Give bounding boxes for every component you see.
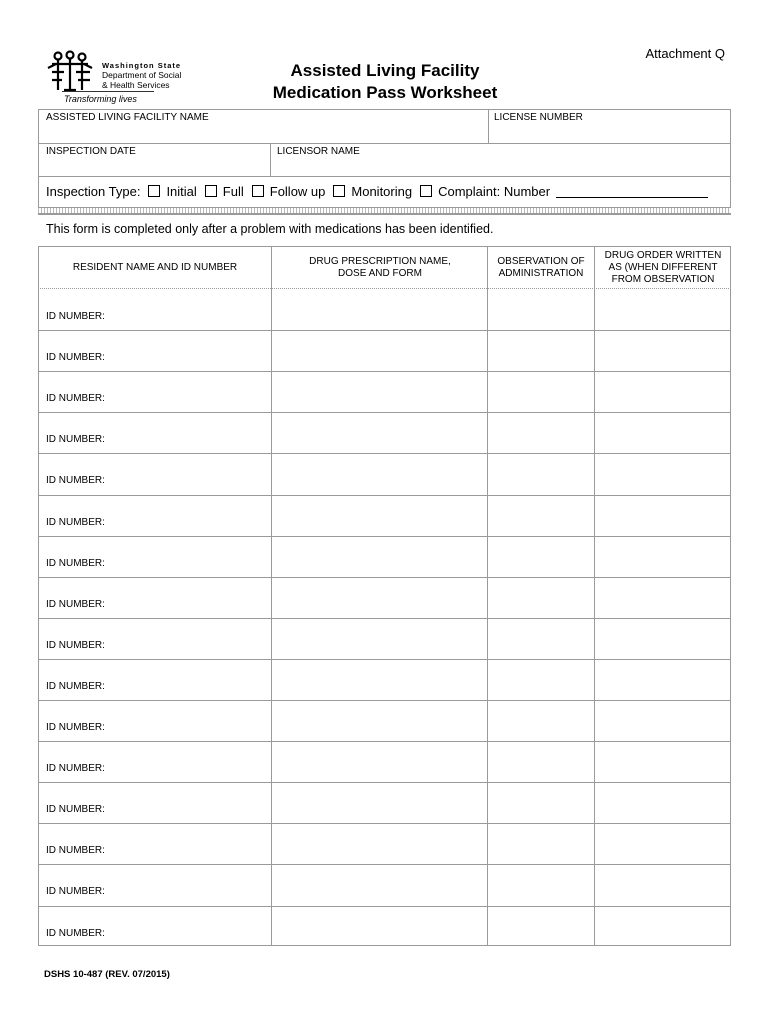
title-line-2: Medication Pass Worksheet <box>272 83 498 102</box>
table-row-id-label[interactable]: ID NUMBER: <box>46 763 105 774</box>
divider <box>270 143 271 176</box>
table-row-id-label[interactable]: ID NUMBER: <box>46 886 105 897</box>
attachment-label: Attachment Q <box>645 46 725 61</box>
inspection-type-label: Inspection Type: <box>46 184 141 199</box>
table-row-id-label[interactable]: ID NUMBER: <box>46 517 105 528</box>
table-row-divider <box>38 330 731 331</box>
table-row-id-label[interactable]: ID NUMBER: <box>46 475 105 486</box>
table-row-id-label[interactable]: ID NUMBER: <box>46 681 105 692</box>
column-divider <box>487 246 488 946</box>
facility-name-field[interactable]: ASSISTED LIVING FACILITY NAME <box>46 112 209 123</box>
initial-checkbox[interactable] <box>148 185 160 197</box>
divider <box>38 143 731 144</box>
col-header-resident: RESIDENT NAME AND ID NUMBER <box>72 262 238 273</box>
licensor-name-field[interactable]: LICENSOR NAME <box>277 146 360 157</box>
col-header-drug-name: DRUG PRESCRIPTION NAME, DOSE AND FORM <box>309 256 451 279</box>
complaint-number-label: Complaint: Number <box>438 184 551 199</box>
option-follow-up-label: Follow up <box>269 184 326 199</box>
table-row-id-label[interactable]: ID NUMBER: <box>46 558 105 569</box>
table-row-divider <box>38 371 731 372</box>
column-divider <box>594 246 595 946</box>
table-row-divider <box>38 864 731 865</box>
form-title <box>240 60 530 104</box>
logo-dept-line1: Department of Social <box>102 70 182 80</box>
table-row-id-label[interactable]: ID NUMBER: <box>46 599 105 610</box>
table-row-divider <box>38 823 731 824</box>
table-row-divider <box>38 782 731 783</box>
option-full-label: Full <box>222 184 244 199</box>
divider <box>38 176 731 177</box>
table-row-divider <box>38 536 731 537</box>
option-initial-label: Initial <box>166 184 197 199</box>
complaint-checkbox[interactable] <box>420 185 432 197</box>
title-line-1: Assisted Living Facility <box>290 61 480 80</box>
table-row-divider <box>38 412 731 413</box>
table-row-divider <box>38 618 731 619</box>
license-number-field[interactable]: LICENSE NUMBER <box>494 112 583 123</box>
table-row-id-label[interactable]: ID NUMBER: <box>46 804 105 815</box>
form-number: DSHS 10-487 (REV. 07/2015) <box>44 969 170 980</box>
table-row-id-label[interactable]: ID NUMBER: <box>46 845 105 856</box>
table-row-divider <box>38 906 731 907</box>
complaint-number-input[interactable] <box>556 185 708 198</box>
monitoring-checkbox[interactable] <box>333 185 345 197</box>
logo-dept-line2: & Health Services <box>102 80 170 90</box>
dshs-people-icon <box>44 50 100 94</box>
col-header-drug-order: DRUG ORDER WRITTEN AS (WHEN DIFFERENT FROM OBSERVATION <box>604 250 722 285</box>
inspection-date-field[interactable]: INSPECTION DATE <box>46 146 136 157</box>
col-header-observation: OBSERVATION OF ADMINISTRATION <box>497 256 585 279</box>
table-row-id-label[interactable]: ID NUMBER: <box>46 928 105 939</box>
logo-rule <box>62 91 154 92</box>
table-row-divider <box>38 741 731 742</box>
table-row-id-label[interactable]: ID NUMBER: <box>46 311 105 322</box>
table-row-id-label[interactable]: ID NUMBER: <box>46 393 105 404</box>
table-row-divider <box>38 700 731 701</box>
follow-up-checkbox[interactable] <box>252 185 264 197</box>
facility-info-box <box>38 109 731 215</box>
table-row-id-label[interactable]: ID NUMBER: <box>46 640 105 651</box>
form-note: This form is completed only after a problem with medications has been identified. <box>46 222 494 236</box>
column-divider <box>271 246 272 946</box>
medication-table <box>38 246 731 946</box>
logo-state-text: Washington State <box>102 61 182 70</box>
inspection-type-row <box>46 184 708 199</box>
table-row-divider <box>38 577 731 578</box>
hatched-separator <box>38 207 731 214</box>
table-row-divider <box>38 495 731 496</box>
divider <box>488 109 489 143</box>
table-row-divider <box>38 453 731 454</box>
table-row-id-label[interactable]: ID NUMBER: <box>46 352 105 363</box>
logo-tagline: Transforming lives <box>64 94 137 104</box>
option-monitoring-label: Monitoring <box>351 184 413 199</box>
dshs-logo <box>44 50 182 108</box>
table-row-id-label[interactable]: ID NUMBER: <box>46 722 105 733</box>
full-checkbox[interactable] <box>205 185 217 197</box>
table-row-id-label[interactable]: ID NUMBER: <box>46 434 105 445</box>
table-row-divider <box>38 659 731 660</box>
header-divider <box>38 288 731 289</box>
